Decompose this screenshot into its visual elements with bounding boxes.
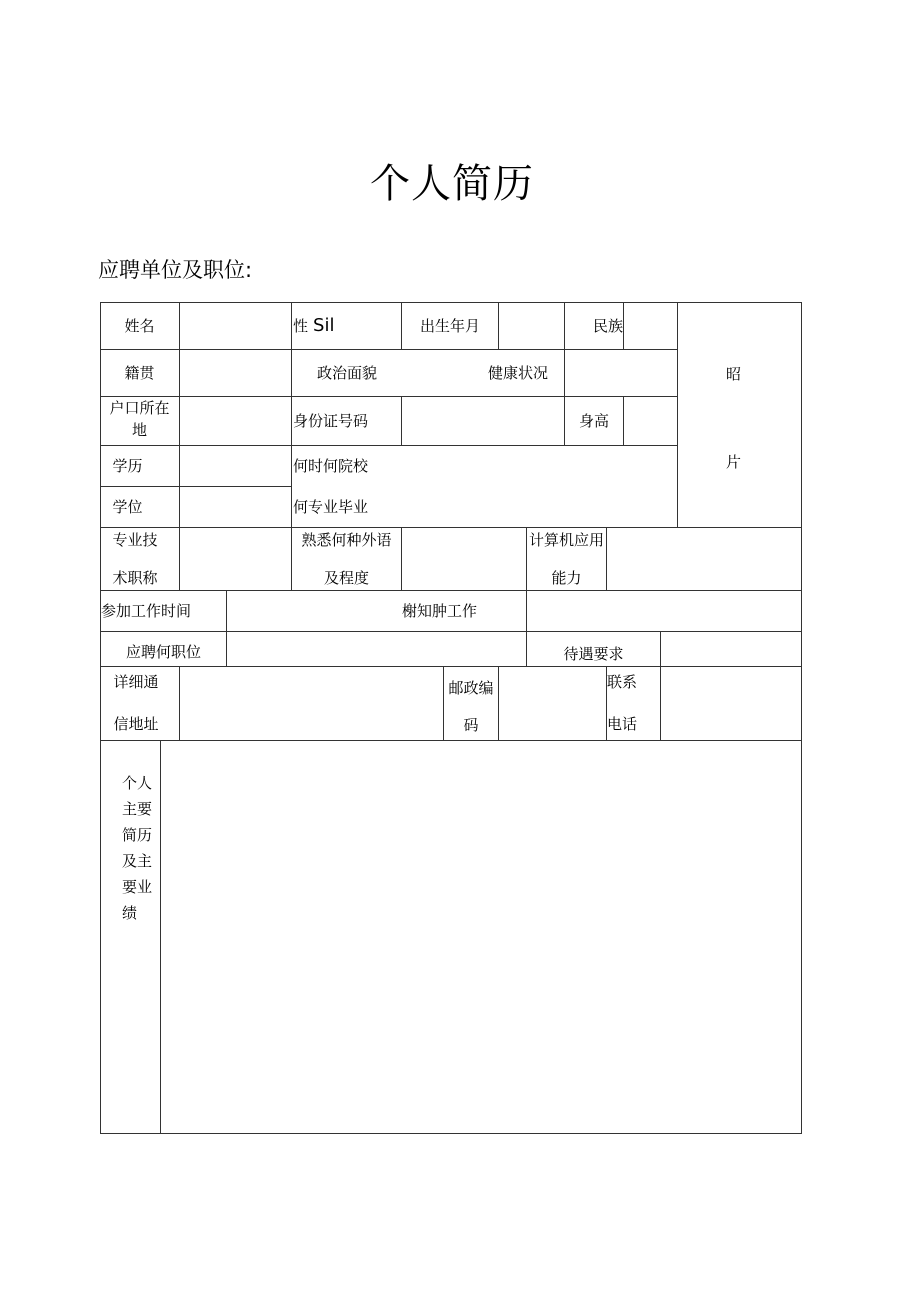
political-label: 政治面貌	[316, 364, 377, 382]
language-field[interactable]	[402, 528, 526, 590]
computer-field[interactable]	[607, 528, 801, 590]
native-label: 籍贯	[124, 364, 155, 382]
page-title: 个人简历	[370, 161, 534, 207]
language-line1: 熟悉何种外语	[301, 531, 392, 549]
resume-label-line: 绩	[122, 904, 138, 922]
address-label	[100, 673, 172, 733]
work-start-label: 参加工作时间	[101, 602, 192, 620]
work-start-field[interactable]	[227, 591, 401, 631]
resume-label-line: 及主	[122, 852, 153, 870]
native-field[interactable]	[180, 350, 291, 396]
computer-label	[527, 531, 606, 587]
postcode-line2: 码	[463, 716, 479, 734]
current-work-field[interactable]	[527, 591, 801, 631]
application-position-label: 应聘单位及职位:	[98, 258, 253, 282]
idcard-label: 身份证号码	[293, 412, 369, 430]
tech-title-line2: 术职称	[112, 569, 158, 587]
hukou-field[interactable]	[180, 397, 291, 445]
photo-label-top: 昭	[726, 365, 742, 383]
ethnicity-field[interactable]	[624, 303, 677, 349]
resume-label-line: 简历	[122, 826, 153, 844]
political-field[interactable]	[402, 350, 486, 396]
address-line1: 详细通	[113, 673, 159, 691]
tech-title-line1: 专业技	[112, 531, 158, 549]
health-field[interactable]	[565, 350, 677, 396]
tech-title-field[interactable]	[180, 528, 291, 590]
gender-label	[293, 303, 401, 349]
position-label: 应聘何职位	[125, 643, 201, 661]
computer-line1: 计算机应用	[528, 531, 604, 549]
resume-content-field[interactable]	[161, 741, 801, 1133]
postcode-label	[444, 679, 498, 734]
name-field[interactable]	[180, 303, 291, 349]
ethnicity-label: 民族	[592, 317, 623, 335]
resume-label	[122, 770, 156, 926]
postcode-field[interactable]	[499, 667, 606, 740]
phone-label	[607, 673, 660, 733]
height-label: 身高	[578, 412, 609, 430]
language-line2: 及程度	[323, 569, 369, 587]
salary-field[interactable]	[661, 632, 801, 666]
major-graduation-label: 何专业毕业	[293, 498, 369, 516]
name-label: 姓名	[124, 317, 155, 335]
phone-line2: 电话	[607, 715, 638, 733]
resume-label-line: 个人	[122, 774, 153, 792]
phone-line1: 联系	[607, 673, 638, 691]
school-label: 何时何院校	[293, 457, 369, 475]
degree-field[interactable]	[180, 487, 291, 527]
postcode-line1: 邮政编	[448, 679, 494, 697]
computer-line2: 能力	[551, 569, 582, 587]
salary-label: 待遇要求	[563, 645, 624, 663]
photo-label-bottom: 片	[726, 453, 742, 471]
education-label: 学历	[112, 457, 143, 475]
gender-label-text: 性	[293, 317, 309, 335]
degree-label: 学位	[112, 498, 143, 516]
hukou-label	[100, 399, 179, 439]
hukou-label-line1: 户口所在	[109, 399, 170, 417]
address-field[interactable]	[180, 667, 443, 740]
photo-area[interactable]	[678, 303, 801, 527]
birth-label: 出生年月	[419, 317, 480, 335]
gender-value: Sil	[313, 315, 335, 337]
position-field[interactable]	[227, 632, 526, 666]
idcard-field[interactable]	[402, 397, 564, 445]
resume-label-line: 要业	[122, 878, 153, 896]
resume-label-line: 主要	[122, 800, 153, 818]
education-field[interactable]	[180, 446, 291, 486]
hukou-label-line2: 地	[131, 421, 147, 439]
address-line2: 信地址	[113, 715, 159, 733]
school-major-field[interactable]	[402, 446, 677, 527]
phone-field[interactable]	[661, 667, 801, 740]
height-field[interactable]	[624, 397, 677, 445]
current-work-label: 榭知肿工作	[402, 602, 478, 620]
birth-field[interactable]	[499, 303, 564, 349]
language-label	[292, 531, 401, 587]
tech-title-label	[100, 531, 170, 587]
health-label: 健康状况	[487, 364, 548, 382]
